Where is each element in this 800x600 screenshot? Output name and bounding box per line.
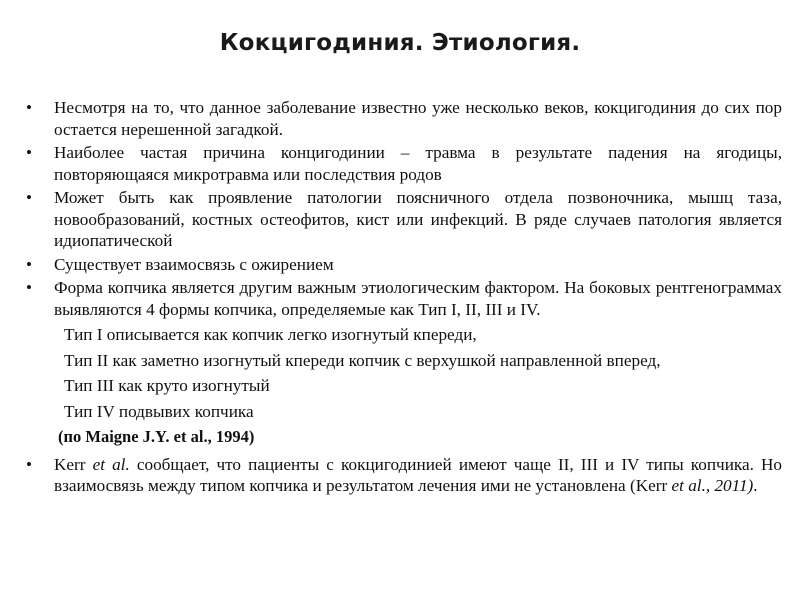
bullet-icon: • (26, 254, 32, 274)
ref-author: Kerr (635, 476, 668, 495)
bullet-icon: • (26, 143, 32, 162)
etal-text: et al. (92, 454, 130, 474)
bullet-item (26, 142, 782, 185)
coccyx-type-line: Тип III как круто изогнутый (64, 376, 270, 395)
bullet-icon: • (26, 278, 32, 297)
coccyx-type-line: Тип IV подвывих копчика (64, 401, 254, 421)
bullet-text: Несмотря на то, что данное заболевание известно уже несколько веков, кокцигодиния до сих пор остается нерешенной загадкой. (54, 98, 782, 139)
slide-content (26, 97, 782, 499)
bullet-item (26, 187, 782, 252)
bullet-icon: • (26, 188, 32, 207)
bullet-text: Форма копчика является другим важным этиологическим фактором. На боковых рентгенограммах выявляются 4 формы копчика, определяемые как Тип I, II, III и IV. (54, 278, 782, 319)
ref-end: . (753, 476, 758, 495)
coccyx-type-line: Тип I описывается как копчик легко изогнутый кпереди, (64, 325, 477, 344)
bullet-item (26, 254, 782, 276)
bullet-item (26, 277, 782, 320)
slide-title: Кокцигодиния. Этиология. (219, 30, 581, 56)
bullet-text: Может быть как проявление патологии поясничного отдела позвоночника, мышц таза, новообразований, костных остеофитов, кист или инфекций. В ряде случаев патология является идиопатической (54, 188, 782, 250)
bullet-item (26, 454, 782, 497)
ref-etal: et al., 2011) (667, 476, 754, 495)
bullet-body: сообщает, что пациенты с кокцигодинией имеют чаще II, III и IV типы копчика. Но взаимосвязь между типом копчика и результатом лечения ими не установлена ( (54, 454, 782, 495)
bullet-icon: • (26, 98, 32, 117)
author-name: Kerr (54, 454, 86, 474)
bullet-item (26, 97, 782, 140)
citation: (по Maigne J.Y. et al., 1994) (58, 427, 255, 446)
bullet-text: Существует взаимосвязь с ожирением (54, 254, 334, 274)
bullet-icon: • (26, 454, 32, 474)
coccyx-type-line: Тип II как заметно изогнутый кпереди копчик с верхушкой направленной вперед, (64, 350, 661, 370)
bullet-text (54, 455, 782, 496)
bullet-text: Наиболее частая причина концигодинии – травма в результате падения на ягодицы, повторяющаяся микротравма или последствия родов (54, 143, 782, 184)
